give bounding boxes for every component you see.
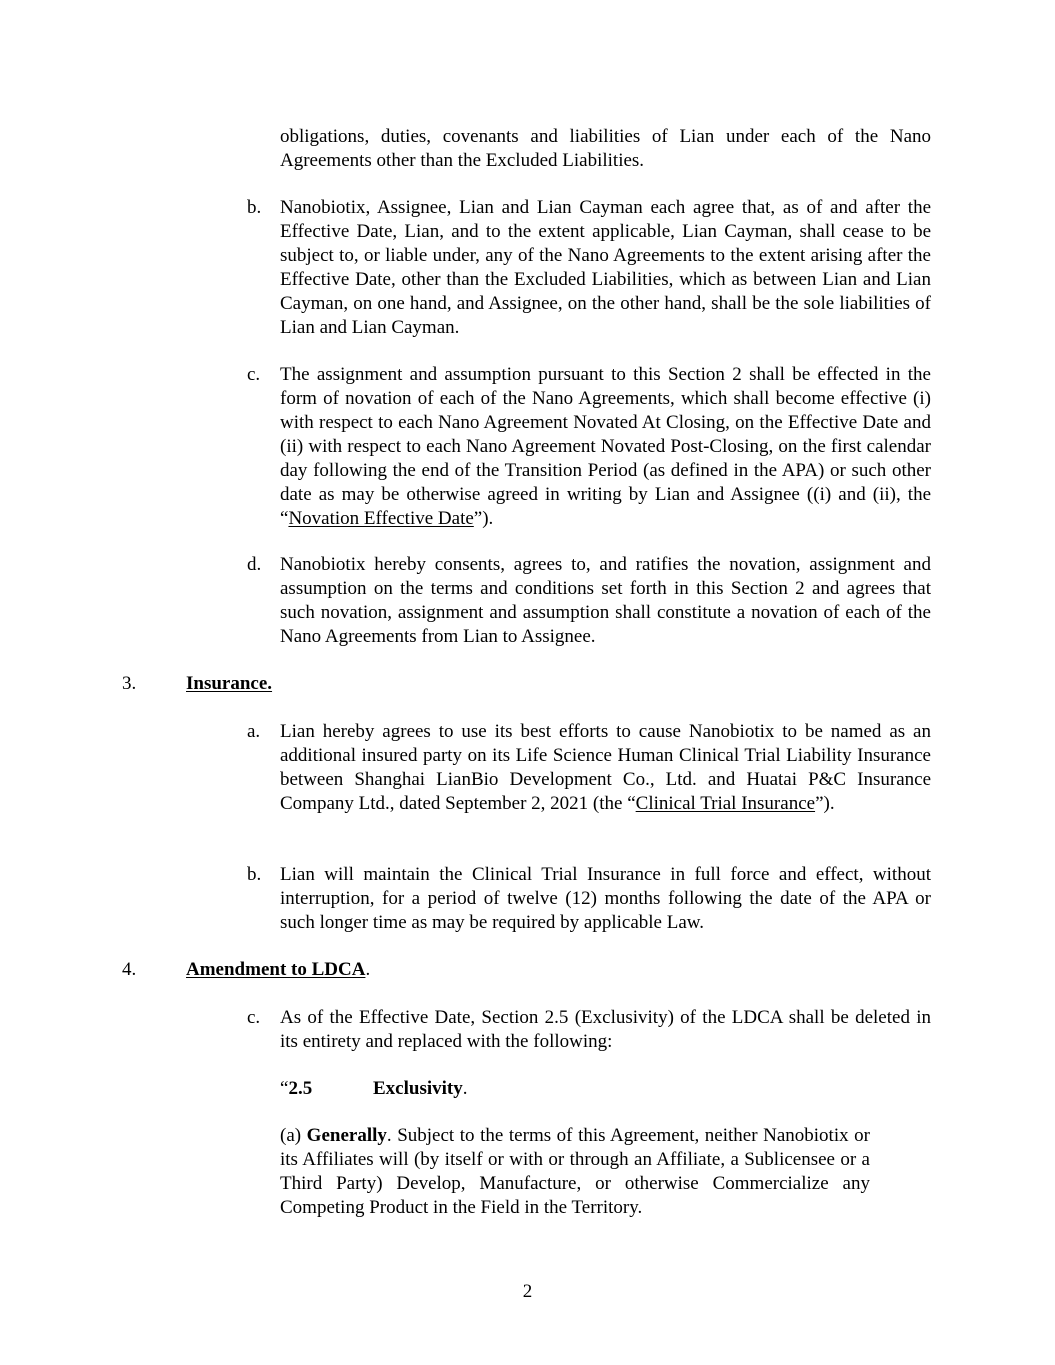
item-letter: c. [247, 364, 261, 385]
defined-term-novation-effective-date: Novation Effective Date [288, 508, 474, 529]
item-letter: b. [247, 864, 262, 885]
item-text: Nanobiotix hereby consents, agrees to, and ratifies the novation, assignment and assumption on the terms and conditions set forth in this Section 2 and agrees that such novation, assignment and assumption shall constitute a novation of each of the Nano Agreements from Lian to Assignee. [280, 554, 931, 647]
item-text: Lian will maintain the Clinical Trial Insurance in full force and effect, without interruption, for a period of twelve (12) months following the date of the APA or such longer time as may be required by applicable Law. [280, 864, 931, 933]
clause-title: Exclusivity. [373, 1078, 468, 1099]
item-text-after: ”). [473, 508, 494, 529]
page-number: 2 [522, 1281, 533, 1302]
continuation-paragraph: obligations, duties, covenants and liabilities of Lian under each of the Nano Agreements other than the Excluded Liabilities. [280, 126, 931, 171]
quoted-clause-heading [280, 1077, 870, 1101]
open-quote: “ [280, 1078, 289, 1099]
quoted-subclause-a: (a) Generally. Subject to the terms of this Agreement, neither Nanobiotix or its Affiliates will (by itself or with or through an Affiliate, a Sublicensee or a Third Party) Develop, Manufacture, or otherwise Commercialize any Competing Product in the Field in the Territory. [280, 1125, 871, 1218]
item-letter: c. [247, 1007, 261, 1028]
item-letter: a. [247, 721, 261, 742]
section-title: Amendment to LDCA. [186, 959, 371, 980]
section-title: Insurance. [186, 673, 273, 694]
defined-term-clinical-trial-insurance: Clinical Trial Insurance [635, 793, 816, 814]
item-text: Nanobiotix, Assignee, Lian and Lian Cayman each agree that, as of and after the Effective Date, Lian, and to the extent applicable, Lian Cayman, shall cease to be subject to, or liable under, any of the Nano Agreements to the extent arising after the Effective Date, other than the Excluded Liabilities, which as between Lian and Lian Cayman, on one hand, and Assignee, on the other hand, shall be the sole liabilities of Lian and Lian Cayman. [280, 197, 931, 338]
item-text: As of the Effective Date, Section 2.5 (Exclusivity) of the LDCA shall be deleted in its entirety and replaced with the following: [280, 1007, 931, 1052]
subclause-text: Subject to the terms of this Agreement, neither Nanobiotix or its Affiliates will (by itself or with or through an Affiliate, a Sublicensee or a Third Party) Develop, Manufacture, or otherwise Commercialize any Competing Product in the Field in the Territory. [280, 1125, 871, 1218]
item-text-before: Lian hereby agrees to use its best efforts to cause Nanobiotix to be named as an additional insured party on its Life Science Human Clinical Trial Liability Insurance between Shanghai LianBio Development Co., Ltd. and Huatai P&C Insurance Company Ltd., dated September 2, 2021 (the “ [280, 721, 931, 814]
clause-number: 2.5 [288, 1078, 313, 1099]
section-number: 4. [122, 959, 137, 980]
subclause-label: (a) [280, 1125, 302, 1146]
item-text-after: ”). [815, 793, 835, 814]
item-letter: d. [247, 554, 262, 575]
section-number: 3. [122, 673, 137, 694]
item-text [280, 363, 931, 531]
item-letter: b. [247, 197, 262, 218]
item-text-before: The assignment and assumption pursuant to this Section 2 shall be effected in the form of novation of each of the Nano Agreements, which shall become effective (i) with respect to each Nano Agreement Novated At Closing, on the Effective Date and (ii) with respect to each Nano Agreement Novated Post-Closing, on the first calendar day following the end of the Transition Period (as defined in the APA) or such other date as may be otherwise agreed in writing by Lian and Assignee ((i) and (ii), the “ [280, 364, 931, 529]
item-text [280, 720, 931, 816]
subclause-title: Generally [306, 1125, 387, 1146]
